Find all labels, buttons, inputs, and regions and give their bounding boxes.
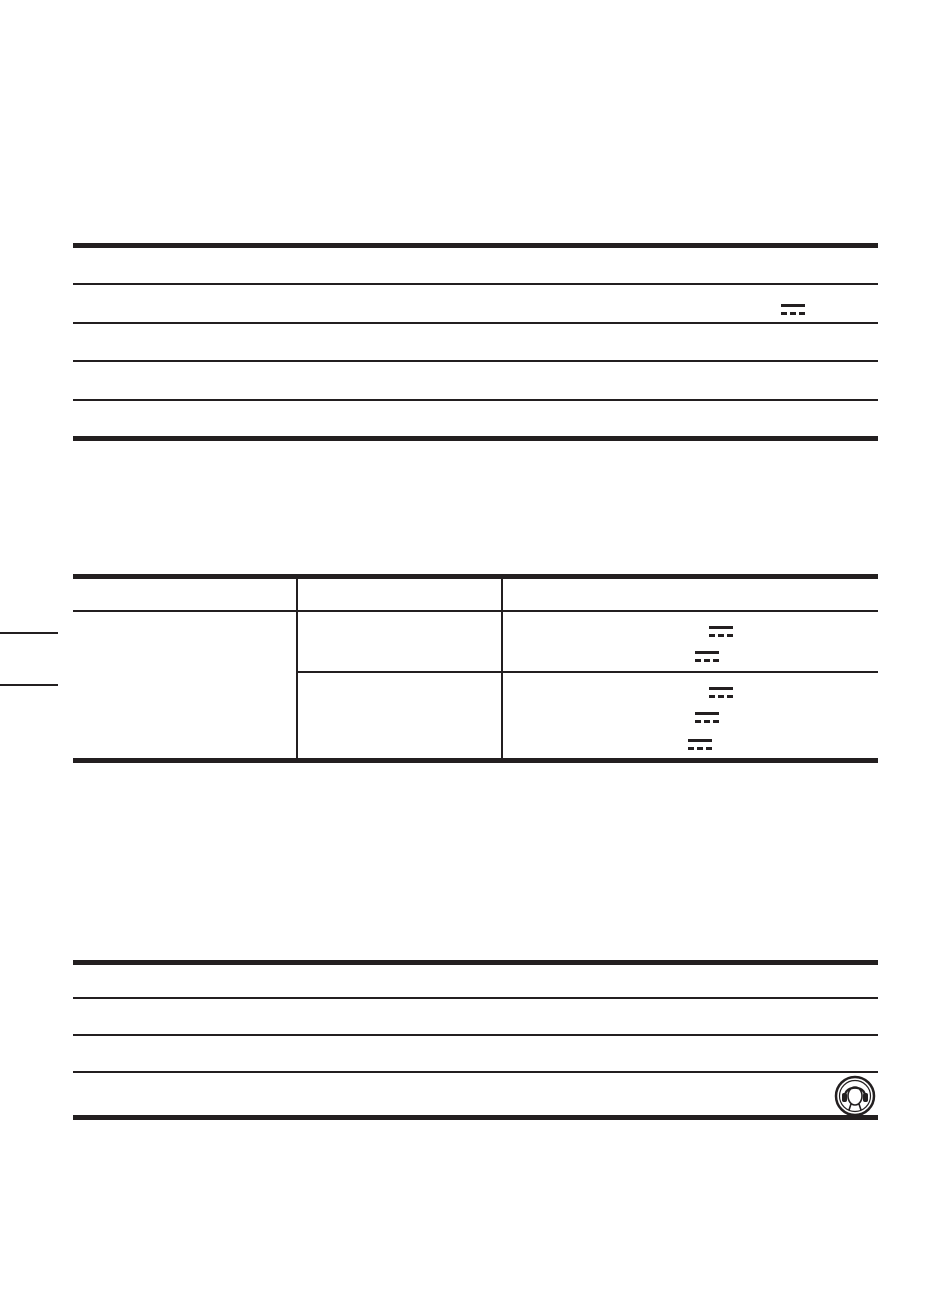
table-2-header-divider bbox=[73, 610, 878, 612]
table-1-row-divider bbox=[73, 283, 878, 285]
table-3-row-divider bbox=[73, 997, 878, 999]
section-tab-mark bbox=[0, 632, 58, 634]
table-2-sub-row-divider bbox=[297, 671, 878, 673]
direct-current-icon bbox=[709, 626, 733, 638]
table-1-bottom-rule bbox=[73, 436, 878, 441]
table-1-row-divider bbox=[73, 399, 878, 401]
table-3-bottom-rule bbox=[73, 1115, 878, 1120]
direct-current-icon bbox=[688, 739, 712, 751]
table-3-row-divider bbox=[73, 1071, 878, 1073]
table-3-row-divider bbox=[73, 1034, 878, 1036]
direct-current-icon bbox=[781, 304, 805, 316]
table-3-top-rule bbox=[73, 960, 878, 965]
direct-current-icon bbox=[695, 651, 719, 663]
table-1-row-divider bbox=[73, 360, 878, 362]
table-2-top-rule bbox=[73, 574, 878, 579]
table-1-top-rule bbox=[73, 243, 878, 248]
direct-current-icon bbox=[709, 687, 733, 699]
table-2-bottom-rule bbox=[73, 758, 878, 763]
ear-protection-icon bbox=[834, 1075, 876, 1117]
table-2-column-divider bbox=[296, 578, 298, 760]
direct-current-icon bbox=[695, 712, 719, 724]
table-2-column-divider bbox=[501, 578, 503, 760]
section-tab-mark bbox=[0, 684, 58, 686]
table-1-row-divider bbox=[73, 322, 878, 324]
